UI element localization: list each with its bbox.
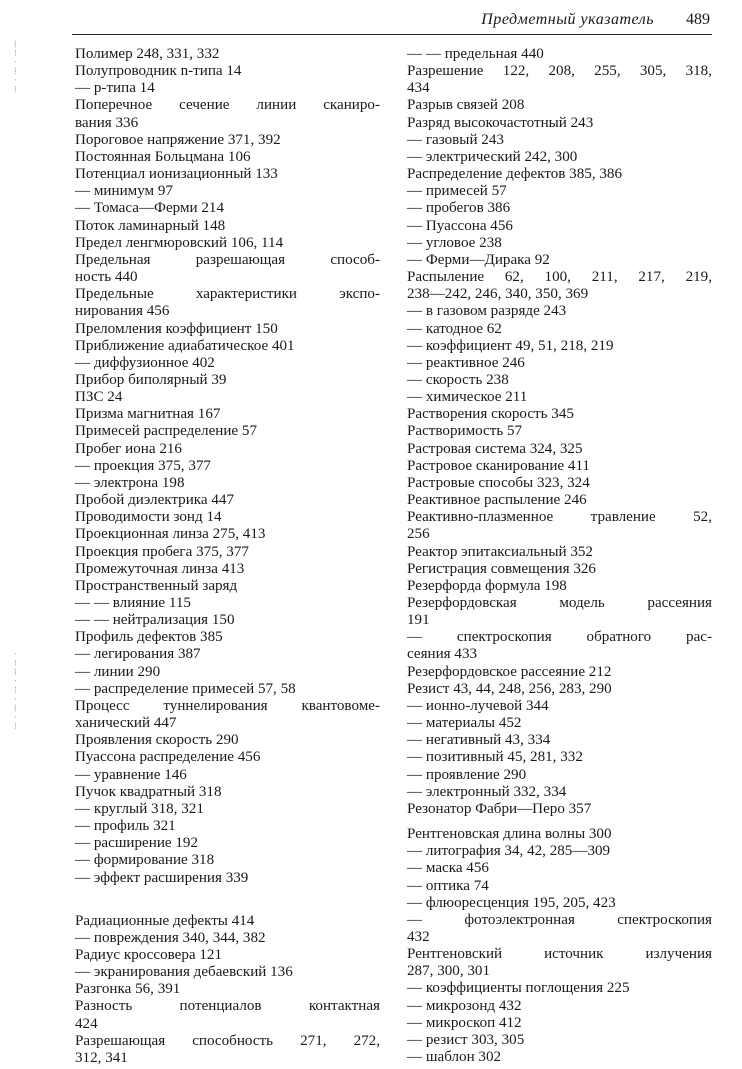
index-entry: — диффузионное 402 bbox=[75, 354, 215, 371]
index-entry: Рентгеновский источник излучения bbox=[407, 946, 712, 963]
index-entry: Резерфорда формула 198 bbox=[407, 577, 567, 594]
index-entry: — маска 456 bbox=[407, 860, 489, 877]
index-entry: Резерфордовская модель рассеяния bbox=[407, 595, 712, 611]
index-entry: — литография 34, 42, 285—309 bbox=[407, 843, 611, 860]
index-entry: ПЗС 24 bbox=[75, 389, 123, 406]
running-title: Предметный указатель bbox=[481, 11, 654, 28]
index-entry: — электронный 332, 334 bbox=[407, 783, 567, 800]
index-entry: Предельные характеристики экспо- bbox=[75, 286, 380, 303]
index-entry: Пороговое напряжение 371, 392 bbox=[75, 131, 281, 148]
index-entry: — p-типа 14 bbox=[75, 80, 155, 97]
index-entry: Пучок квадратный 318 bbox=[75, 783, 222, 800]
index-entry: — легирования 387 bbox=[75, 646, 201, 663]
index-entry: — резист 303, 305 bbox=[407, 1031, 525, 1048]
index-entry: Распределение дефектов 385, 386 bbox=[407, 166, 623, 183]
index-entry: — Ферми—Дирака 92 bbox=[407, 251, 550, 268]
index-column-right bbox=[407, 46, 712, 1066]
index-entry: — коэффициент 49, 51, 218, 219 bbox=[407, 337, 614, 354]
entry-gap bbox=[75, 887, 380, 913]
index-entry: — круглый 318, 321 bbox=[75, 800, 204, 817]
index-entry: — линии 290 bbox=[75, 663, 161, 680]
index-entry: Радиус кроссовера 121 bbox=[75, 946, 223, 963]
index-entry: — повреждения 340, 344, 382 bbox=[75, 929, 266, 946]
index-entry: Процесс туннелирования квантовоме- bbox=[75, 697, 380, 714]
index-entry: Разряд высокочастотный 243 bbox=[407, 114, 594, 131]
index-entry: Полимер 248, 331, 332 bbox=[75, 46, 220, 62]
index-entry: Проводимости зонд 14 bbox=[75, 509, 222, 526]
index-entry: — примесей 57 bbox=[407, 183, 507, 200]
index-entry: — формирование 318 bbox=[75, 852, 215, 869]
index-entry: 432 bbox=[407, 928, 430, 945]
index-entry: — профиль 321 bbox=[75, 818, 176, 835]
index-entry: — материалы 452 bbox=[407, 715, 522, 732]
index-entry: сеяния 433 bbox=[407, 646, 478, 663]
index-entry: — микрозонд 432 bbox=[407, 997, 522, 1014]
index-entry: — электрический 242, 300 bbox=[407, 148, 578, 165]
page-number: 489 bbox=[686, 11, 710, 28]
index-entry: — проявление 290 bbox=[407, 766, 527, 783]
index-entry: Предельная разрешающая способ- bbox=[75, 251, 380, 268]
index-entry: 434 bbox=[407, 80, 430, 97]
index-entry: — экранирования дебаевский 136 bbox=[75, 964, 293, 981]
index-entry: Резист 43, 44, 248, 256, 283, 290 bbox=[407, 680, 612, 697]
index-entry: Приближение адиабатическое 401 bbox=[75, 337, 295, 354]
index-entry: — реактивное 246 bbox=[407, 354, 525, 371]
index-entry: — — предельная 440 bbox=[407, 46, 544, 62]
index-entry: Предел ленгмюровский 106, 114 bbox=[75, 234, 284, 251]
entry-gap bbox=[407, 818, 712, 826]
index-entry: Регистрация совмещения 326 bbox=[407, 560, 596, 577]
index-entry: Пробег иона 216 bbox=[75, 440, 182, 457]
running-header bbox=[72, 8, 712, 35]
index-entry: Потенциал ионизационный 133 bbox=[75, 166, 278, 183]
index-entry: Распыление 62, 100, 211, 217, 219, bbox=[407, 269, 712, 286]
index-entry: Преломления коэффициент 150 bbox=[75, 320, 278, 337]
index-entry: Профиль дефектов 385 bbox=[75, 629, 223, 646]
index-entry: 238—242, 246, 340, 350, 369 bbox=[407, 286, 589, 303]
index-entry: Реактор эпитаксиальный 352 bbox=[407, 543, 593, 560]
index-entry: Радиационные дефекты 414 bbox=[75, 912, 255, 929]
index-entry: Растровая система 324, 325 bbox=[407, 440, 583, 457]
index-entry: Разность потенциалов контактная bbox=[75, 998, 380, 1015]
index-entry: — спектроскопия обратного рас- bbox=[407, 629, 712, 646]
index-entry: Реактивное распыление 246 bbox=[407, 492, 587, 509]
index-entry: — расширение 192 bbox=[75, 835, 199, 852]
index-entry: ность 440 bbox=[75, 269, 138, 286]
index-entry: — позитивный 45, 281, 332 bbox=[407, 749, 583, 766]
index-entry: Полупроводник n-типа 14 bbox=[75, 63, 242, 80]
index-entry: — эффект расширения 339 bbox=[75, 869, 249, 886]
scan-artifact-top: ⁞ ⁝ · ⁞ · ⁝ bbox=[14, 39, 17, 94]
index-entry: Пуассона распределение 456 bbox=[75, 749, 261, 766]
index-entry: Пространственный заряд bbox=[75, 577, 238, 594]
index-entry: 424 bbox=[75, 1015, 98, 1032]
index-entry: Разрыв связей 208 bbox=[407, 97, 525, 114]
index-entry: Призма магнитная 167 bbox=[75, 406, 221, 423]
index-entry: ханический 447 bbox=[75, 715, 177, 732]
index-entry: — проекция 375, 377 bbox=[75, 457, 211, 474]
index-entry: — Томаса—Ферми 214 bbox=[75, 200, 225, 217]
index-entry: — электрона 198 bbox=[75, 474, 185, 491]
scan-artifact-middle: · ⁝ ⁞ · ⁝ · ⁞ · ⁝ bbox=[14, 649, 17, 731]
index-entry: Растворения скорость 345 bbox=[407, 406, 574, 423]
index-entry: Рентгеновская длина волны 300 bbox=[407, 826, 612, 843]
index-entry: — — влияние 115 bbox=[75, 595, 191, 611]
index-entry: Проявления скорость 290 bbox=[75, 732, 239, 749]
index-entry: Проекционная линза 275, 413 bbox=[75, 526, 266, 543]
index-entry: — пробегов 386 bbox=[407, 200, 511, 217]
index-entry: Растворимость 57 bbox=[407, 423, 523, 440]
index-entry: Разгонка 56, 391 bbox=[75, 981, 181, 998]
index-entry: Растровые способы 323, 324 bbox=[407, 474, 590, 491]
index-entry: Примесей распределение 57 bbox=[75, 423, 257, 440]
index-entry: Реактивно-плазменное травление 52, bbox=[407, 509, 712, 526]
index-entry: Пробой диэлектрика 447 bbox=[75, 492, 235, 509]
index-entry: — фотоэлектронная спектроскопия bbox=[407, 911, 712, 928]
index-entry: — химическое 211 bbox=[407, 389, 528, 406]
index-entry: — шаблон 302 bbox=[407, 1049, 502, 1066]
index-entry: вания 336 bbox=[75, 114, 139, 131]
index-entry: Прибор биполярный 39 bbox=[75, 371, 227, 388]
index-entry: Резонатор Фабри—Перо 357 bbox=[407, 800, 592, 817]
index-entry: 312, 341 bbox=[75, 1049, 128, 1066]
index-entry: — Пуассона 456 bbox=[407, 217, 513, 234]
index-entry: Проекция пробега 375, 377 bbox=[75, 543, 249, 560]
index-entry: нирования 456 bbox=[75, 303, 170, 320]
index-entry: Промежуточная линза 413 bbox=[75, 560, 245, 577]
index-entry: — распределение примесей 57, 58 bbox=[75, 680, 296, 697]
index-column-left bbox=[75, 46, 380, 1067]
index-entry: — флюоресценция 195, 205, 423 bbox=[407, 894, 616, 911]
index-entry: — коэффициенты поглощения 225 bbox=[407, 980, 630, 997]
index-entry: Резерфордовское рассеяние 212 bbox=[407, 663, 612, 680]
index-entry: — ионно-лучевой 344 bbox=[407, 697, 549, 714]
index-entry: Разрешающая способность 271, 272, bbox=[75, 1032, 380, 1049]
index-entry: Постоянная Больцмана 106 bbox=[75, 148, 251, 165]
index-entry: — уравнение 146 bbox=[75, 766, 187, 783]
index-entry: — оптика 74 bbox=[407, 877, 489, 894]
index-entry: Разрешение 122, 208, 255, 305, 318, bbox=[407, 63, 712, 80]
index-entry: 256 bbox=[407, 526, 430, 543]
index-entry: — катодное 62 bbox=[407, 320, 502, 337]
index-entry: — в газовом разряде 243 bbox=[407, 303, 567, 320]
index-entry: — скорость 238 bbox=[407, 371, 509, 388]
index-entry: — угловое 238 bbox=[407, 234, 502, 251]
index-entry: Поток ламинарный 148 bbox=[75, 217, 226, 234]
index-entry: — минимум 97 bbox=[75, 183, 173, 200]
index-entry: Растровое сканирование 411 bbox=[407, 457, 590, 474]
index-entry: — газовый 243 bbox=[407, 131, 504, 148]
index-entry: 287, 300, 301 bbox=[407, 963, 491, 980]
index-entry: — — нейтрализация 150 bbox=[75, 612, 235, 629]
index-entry: — микроскоп 412 bbox=[407, 1014, 522, 1031]
index-entry: — негативный 43, 334 bbox=[407, 732, 551, 749]
index-entry: Поперечное сечение линии сканиро- bbox=[75, 97, 380, 114]
index-entry: 191 bbox=[407, 612, 430, 629]
